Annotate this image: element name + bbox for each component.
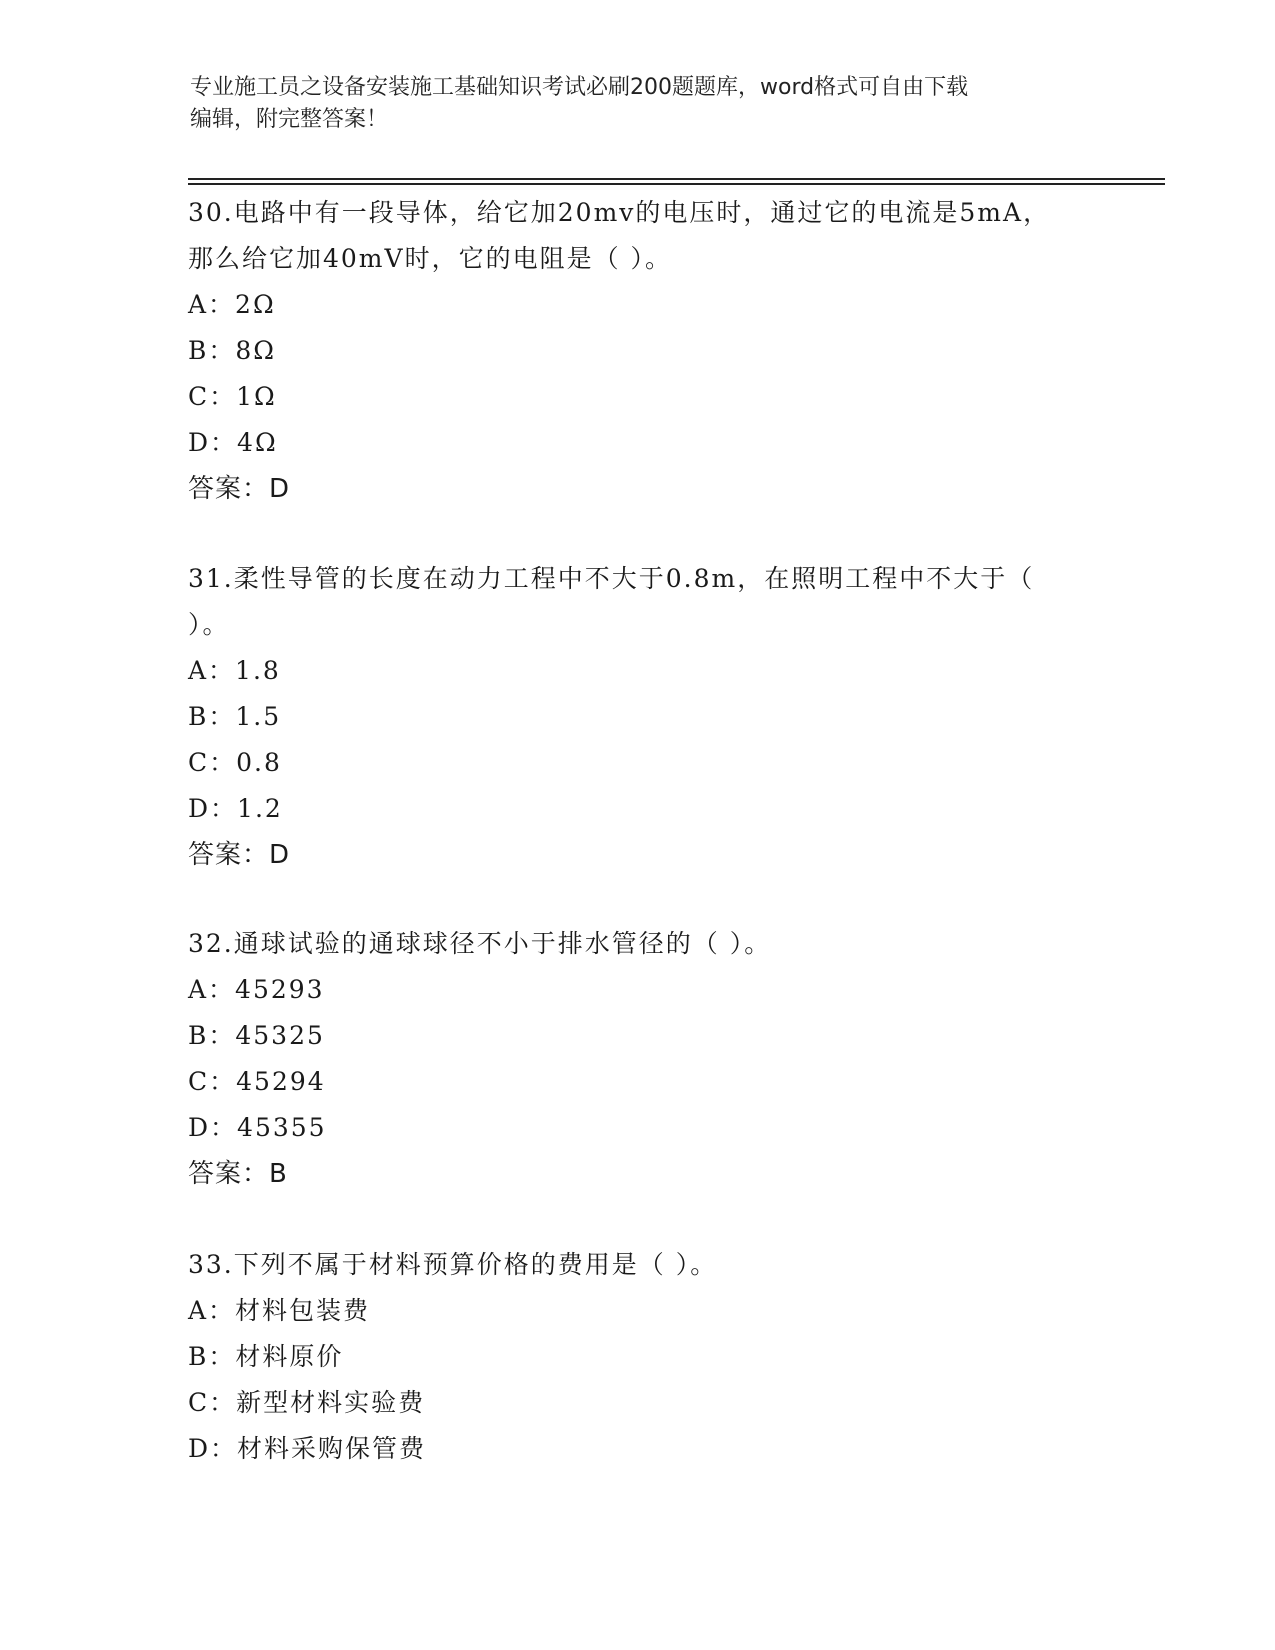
option-c: C：新型材料实验费 [188,1388,426,1417]
answer: 答案：D [188,840,291,870]
question-stem-line-1: 33.下列不属于材料预算价格的费用是（ ）。 [188,1250,718,1279]
answer: 答案：D [188,474,291,504]
option-b: B：1.5 [188,702,282,731]
option-b: B：8Ω [188,336,277,365]
option-b: B：45325 [188,1021,325,1050]
document-header [190,72,1090,136]
question-stem-line-2: 那么给它加40mV时，它的电阻是（ ）。 [188,244,673,273]
option-b: B：材料原价 [188,1342,344,1371]
option-a: A：材料包装费 [188,1296,371,1325]
question-stem-line-2: ）。 [188,610,230,639]
option-a: A：45293 [188,975,325,1004]
option-d: D：45355 [188,1113,327,1142]
option-c: C：0.8 [188,748,282,777]
question-33 [188,1242,1088,1472]
question-30 [188,190,1088,512]
answer: 答案：B [188,1159,288,1189]
option-d: D：4Ω [188,428,278,457]
header-line-1: 专业施工员之设备安装施工基础知识考试必刷200题题库，word格式可自由下载 [190,75,969,100]
question-stem-line-1: 30.电路中有一段导体，给它加20mv的电压时，通过它的电流是5mA， [188,198,1051,227]
question-stem-line-1: 32.通球试验的通球球径不小于排水管径的（ ）。 [188,929,772,958]
header-divider-top [188,178,1165,180]
option-c: C：45294 [188,1067,326,1096]
question-32 [188,921,1088,1197]
option-d: D：材料采购保管费 [188,1434,427,1463]
option-d: D：1.2 [188,794,283,823]
question-31 [188,556,1088,878]
question-stem-line-1: 31.柔性导管的长度在动力工程中不大于0.8m，在照明工程中不大于（ [188,564,1035,593]
option-a: A：1.8 [188,656,281,685]
option-c: C：1Ω [188,382,277,411]
header-line-2: 编辑，附完整答案！ [190,107,389,132]
header-divider-bottom [188,183,1165,185]
option-a: A：2Ω [188,290,276,319]
